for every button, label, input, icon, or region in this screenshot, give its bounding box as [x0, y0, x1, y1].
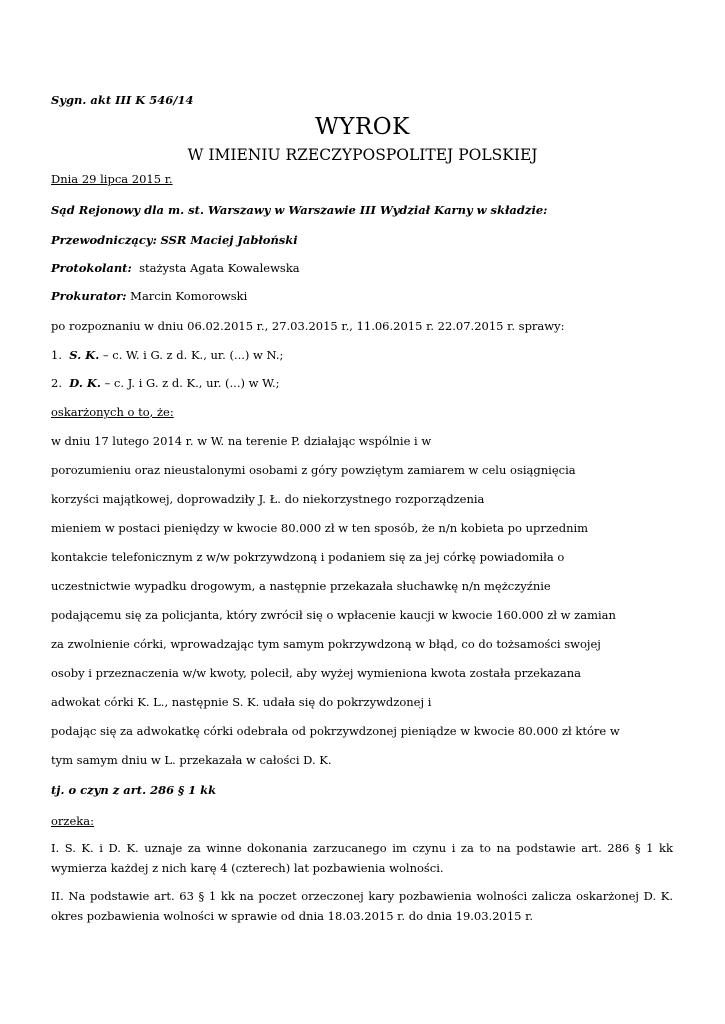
defendant-1	[51, 348, 283, 362]
accused-heading: oskarżonych o to, że:	[51, 405, 174, 419]
charge-line: za zwolnienie córki, wprowadzając tym samym pokrzywdzoną w błąd, co do tożsamości swojej	[51, 637, 601, 651]
charge-line: tym samym dniu w L. przekazała w całości D. K.	[51, 753, 332, 767]
ruling-point-2: II. Na podstawie art. 63 § 1 kk na poczet orzeczonej kary pozbawienia wolności zalicza oskarżonej D. K. okres pozbawienia wolności w sprawie od dnia 18.03.2015 r. do dnia 19.03.2015 r.	[51, 889, 673, 923]
defendant-2-number: 2.	[51, 376, 62, 390]
prosecutor-value: Marcin Komorowski	[130, 289, 248, 303]
presiding-label: Przewodniczący:	[51, 233, 157, 247]
charge-line: osoby i przeznaczenia w/w kwoty, polecił, aby wyżej wymieniona kwota została przekazana	[51, 666, 581, 680]
charge-line: mieniem w postaci pieniędzy w kwocie 80.000 zł w ten sposób, że n/n kobieta po uprzednim	[51, 521, 589, 535]
hearing-dates: po rozpoznaniu w dniu 06.02.2015 r., 27.03.2015 r., 11.06.2015 r. 22.07.2015 r. sprawy:	[51, 319, 565, 333]
clerk-line	[51, 261, 300, 275]
presiding-value: SSR Maciej Jabłoński	[160, 233, 298, 247]
ruling-heading: orzeka:	[51, 814, 94, 828]
defendant-1-number: 1.	[51, 348, 62, 362]
charge-line: adwokat córki K. L., następnie S. K. udała się do pokrzywdzonej i	[51, 695, 432, 709]
case-number: Sygn. akt III K 546/14	[51, 93, 194, 107]
charge-line: podającemu się za policjanta, który zwrócił się o wpłacenie kaucji w kwocie 160.000 zł w zamian	[51, 608, 616, 622]
charge-line: podając się za adwokatkę córki odebrała od pokrzywdzonej pieniądze w kwocie 80.000 zł które w	[51, 724, 620, 738]
defendant-2	[51, 376, 279, 390]
document-title: WYROK	[315, 114, 410, 140]
defendant-1-name: S. K.	[69, 348, 100, 362]
document-subtitle: W IMIENIU RZECZYPOSPOLITEJ POLSKIEJ	[187, 146, 538, 164]
legal-basis: tj. o czyn z art. 286 § 1 kk	[51, 783, 217, 797]
ruling-point-1: I. S. K. i D. K. uznaje za winne dokonania zarzucanego im czynu i za to na podstawie art. 286 § 1 kk wymierza każdej z nich karę 4 (czterech) lat pozbawienia wolności.	[51, 841, 673, 875]
clerk-label: Protokolant:	[51, 261, 132, 275]
court-composition: Sąd Rejonowy dla m. st. Warszawy w Warszawie III Wydział Karny w składzie:	[51, 203, 548, 217]
defendant-2-name: D. K.	[69, 376, 101, 390]
charge-line: w dniu 17 lutego 2014 r. w W. na terenie P. działając wspólnie i w	[51, 434, 432, 448]
defendant-1-details: – c. W. i G. z d. K., ur. (...) w N.;	[102, 348, 284, 362]
judgment-date: Dnia 29 lipca 2015 r.	[51, 172, 173, 186]
charge-line: porozumieniu oraz nieustalonymi osobami z góry powziętym zamiarem w celu osiągnięcia	[51, 463, 576, 477]
charge-line: kontakcie telefonicznym z w/w pokrzywdzoną i podaniem się za jej córkę powiadomiła o	[51, 550, 565, 564]
charge-line: uczestnictwie wypadku drogowym, a następnie przekazała słuchawkę n/n mężczyźnie	[51, 579, 551, 593]
clerk-value: stażysta Agata Kowalewska	[139, 261, 300, 275]
presiding-judge-line	[51, 233, 298, 247]
prosecutor-label: Prokurator:	[51, 289, 127, 303]
prosecutor-line	[51, 289, 247, 303]
defendant-2-details: – c. J. i G. z d. K., ur. (...) w W.;	[104, 376, 280, 390]
charge-line: korzyści majątkowej, doprowadziły J. Ł. do niekorzystnego rozporządzenia	[51, 492, 485, 506]
